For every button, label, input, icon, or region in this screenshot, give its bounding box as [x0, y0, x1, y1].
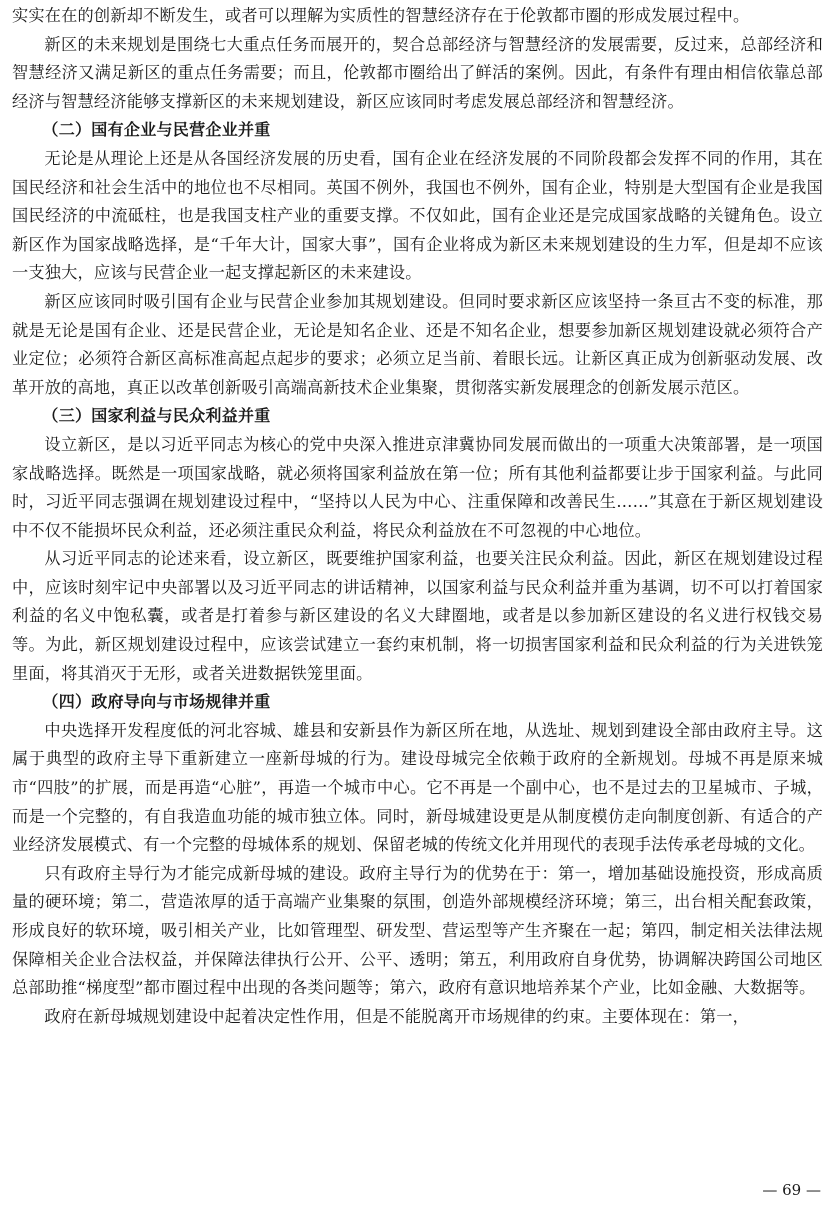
paragraph-market-constraints: 政府在新母城规划建设中起着决定性作用，但是不能脱离开市场规律的约束。主要体现在：第一， — [44, 1006, 750, 1026]
document-page — [12, 2, 823, 1031]
paragraph-enterprise-standards: 新区应该同时吸引国有企业与民营企业参加其规划建设。但同时要求新区应该坚持一条亘古不变的标准，那就是无论是国有企业、还是民营企业，无论是知名企业、还是不知名企业，想要参加新区规划建设就必须符合产业定位；必须符合新区高标准高起点起步的要求；必须立足当前、着眼长远。让新区真正成为创新驱动发展、改革开放的高地，真正以改革创新吸引高端高新技术企业集聚，贯彻落实新发展理念的创新发展示范区。 — [12, 291, 823, 397]
paragraph-government-advantages: 只有政府主导行为才能完成新母城的建设。政府主导行为的优势在于：第一，增加基础设施投资，形成高质量的硬环境；第二，营造浓厚的适于高端产业集聚的氛围，创造外部规模经济环境；第三，出台相关配套政策，形成良好的软环境，吸引相关产业，比如管理型、研发型、营运型等产生齐聚在一起；第四，制定相关法律法规保障相关企业合法权益，并保障法律执行公开、公平、透明；第五，利用政府自身优势，协调解决跨国公司地区总部助推“梯度型”都市圈过程中出现的各类问题等；第六，政府有意识地培养某个产业，比如金融、大数据等。 — [12, 863, 823, 998]
paragraph-new-mother-city: 中央选择开发程度低的河北容城、雄县和安新县作为新区所在地，从选址、规划到建设全部由政府主导。这属于典型的政府主导下重新建立一座新母城的行为。建设母城完全依赖于政府的全新规划。母城不再是原来城市“四肢”的扩展，而是再造“心脏”，再造一个城市中心。它不再是一个副中心，也不是过去的卫星城市、子城，而是一个完整的，有自我造血功能的城市独立体。同时，新母城建设更是从制度模仿走向制度创新、有适合的产业经济发展模式、有一个完整的母城体系的规划、保留老城的传统文化并用现代的表现手法传承老母城的文化。 — [12, 720, 823, 855]
section-heading-state-private-enterprises: （二）国有企业与民营企业并重 — [42, 120, 271, 140]
paragraph-state-enterprise-role: 无论是从理论上还是从各国经济发展的历史看，国有企业在经济发展的不同阶段都会发挥不同的作用，其在国民经济和社会生活中的地位也不尽相同。英国不例外，我国也不例外，国有企业，特别是大型国有企业是我国国民经济的中流砥柱，也是我国支柱产业的重要支撑。不仅如此，国有企业还是完成国家战略的关键角色。设立新区作为国家战略选择，是“千年大计，国家大事”，国有企业将成为新区未来规划建设的生力军，但是却不应该一支独大，应该与民营企业一起支撑起新区的未来建设。 — [12, 148, 823, 283]
paragraph-national-strategy: 设立新区，是以习近平同志为核心的党中央深入推进京津冀协同发展而做出的一项重大决策部署，是一项国家战略选择。既然是一项国家战略，就必须将国家利益放在第一位；所有其他利益都要让步于国家利益。与此同时，习近平同志强调在规划建设过程中，“坚持以人民为中心、注重保障和改善民生……”其意在于新区规划建设中不仅不能损坏民众利益，还必须注重民众利益，将民众利益放在不可忽视的中心地位。 — [12, 434, 823, 540]
paragraph-interest-constraints: 从习近平同志的论述来看，设立新区，既要维护国家利益，也要关注民众利益。因此，新区在规划建设过程中，应该时刻牢记中央部署以及习近平同志的讲话精神，以国家利益与民众利益并重为基调，切不可以打着国家利益的名义中饱私囊，或者是打着参与新区建设的名义大肆圈地，或者是以参加新区建设的名义进行权钱交易等。为此，新区规划建设过程中，应该尝试建立一套约束机制，将一切损害国家利益和民众利益的行为关进铁笼里面，将其消灭于无形，或者关进数据铁笼里面。 — [12, 549, 823, 683]
paragraph-continuation: 实实在在的创新却不断发生，或者可以理解为实质性的智慧经济存在于伦敦都市圈的形成发展过程中。 — [12, 6, 750, 25]
section-heading-government-market: （四）政府导向与市场规律并重 — [42, 692, 271, 712]
page-number: — 69 — — [762, 1181, 821, 1199]
section-heading-national-public-interest: （三）国家利益与民众利益并重 — [42, 406, 271, 426]
paragraph-future-planning: 新区的未来规划是围绕七大重点任务而展开的，契合总部经济与智慧经济的发展需要，反过来，总部经济和智慧经济又满足新区的重点任务需要；而且，伦敦都市圈给出了鲜活的案例。因此，有条件有理由相信依靠总部经济与智慧经济能够支撑新区的未来规划建设，新区应该同时考虑发展总部经济和智慧经济。 — [12, 34, 823, 111]
